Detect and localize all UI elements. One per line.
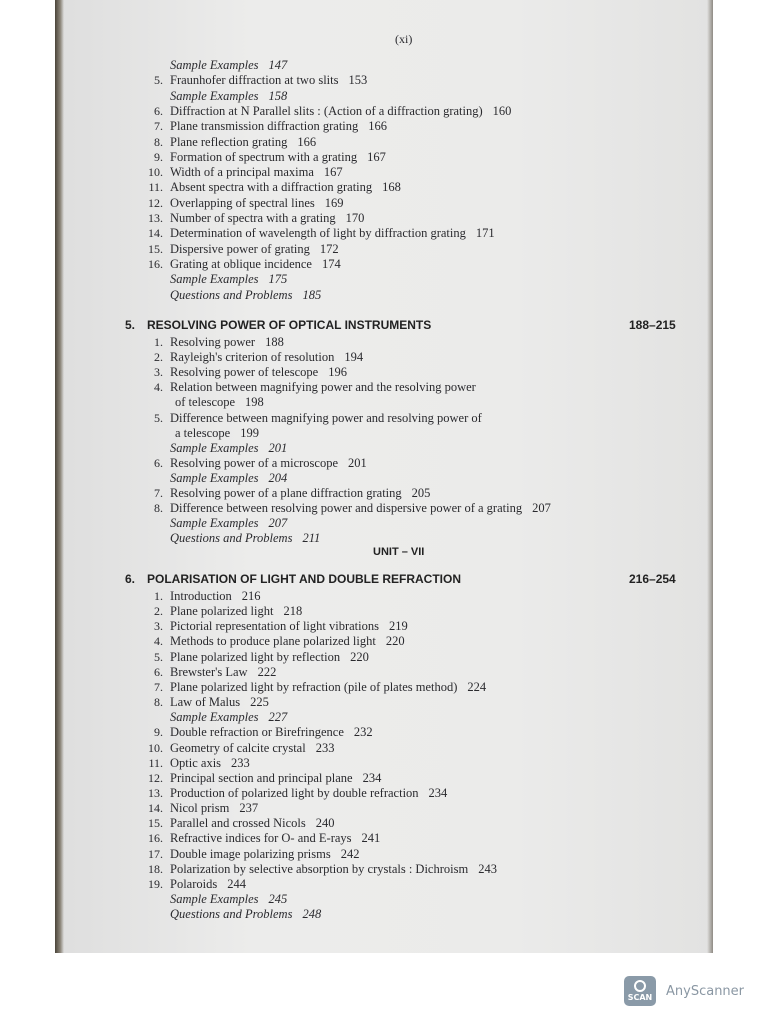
toc-entry (170, 501, 551, 516)
entry-number: 5. (154, 649, 163, 664)
entry-number: 10. (148, 740, 163, 755)
entry-title: Fraunhofer diffraction at two slits (170, 73, 339, 88)
entry-page: 205 (411, 486, 431, 500)
entry-number: 3. (154, 365, 163, 380)
entry-title: Questions and Problems (170, 907, 293, 922)
entry-number: 14. (148, 226, 163, 241)
entry-page: 167 (323, 165, 343, 180)
chapter-number: 5. (125, 318, 136, 332)
entry-title: Plane polarized light by reflection (170, 649, 341, 664)
entry-page: 243 (478, 861, 497, 876)
entry-page: 216 (241, 589, 261, 603)
entry-number: 12. (148, 195, 163, 210)
entry-page: 218 (283, 604, 303, 619)
toc-entry (170, 756, 250, 771)
entry-title: Dispersive power of grating (170, 241, 310, 256)
entry-title: Plane reflection grating (170, 134, 288, 149)
chapter-title: POLARISATION OF LIGHT AND DOUBLE REFRACTION (147, 572, 461, 586)
entry-title: Nicol prism (170, 801, 230, 816)
entry-title: Resolving power (170, 335, 256, 349)
entry-number: 3. (154, 619, 163, 634)
entry-page: 244 (227, 876, 246, 891)
toc-entry (170, 257, 341, 272)
entry-page: 172 (319, 241, 339, 256)
entry-title: Methods to produce plane polarized light (170, 634, 376, 649)
entry-page: 196 (328, 365, 347, 380)
entry-page: 211 (302, 531, 321, 546)
toc-entry (170, 180, 401, 195)
entry-title: Brewster's Law (170, 664, 248, 679)
entry-number: 1. (154, 589, 163, 603)
entry-number: 16. (148, 831, 163, 846)
entry-title: Sample Examples (170, 892, 259, 906)
entry-page: 242 (340, 846, 360, 861)
entry-title: Sample Examples (170, 470, 259, 485)
entry-title: Sample Examples (170, 88, 259, 103)
entry-title: Diffraction at N Parallel slits : (Action of a diffraction grating) (170, 103, 483, 118)
entry-title: Absent spectra with a diffraction grating (170, 180, 373, 195)
entry-title: Number of spectra with a grating (170, 211, 336, 225)
toc-entry (170, 211, 364, 226)
entry-page: 169 (324, 195, 344, 210)
entry-title: Double refraction or Birefringence (170, 725, 344, 740)
entry-page: 188 (265, 335, 284, 349)
toc-entry (170, 771, 381, 786)
entry-page: 171 (475, 226, 495, 241)
entry-page: 166 (368, 119, 388, 134)
entry-number: 13. (148, 211, 163, 225)
toc-entry (170, 619, 408, 634)
entry-number: 10. (148, 165, 163, 180)
toc-entry (170, 801, 258, 816)
entry-page: 237 (239, 801, 259, 816)
entry-page: 233 (315, 740, 335, 755)
entry-title: Plane polarized light (170, 604, 274, 619)
entry-page: 234 (362, 770, 382, 785)
entry-title: Law of Malus (170, 695, 241, 710)
entry-page: 201 (348, 455, 367, 470)
anyscanner-watermark (624, 976, 744, 1006)
entry-page: 245 (268, 892, 288, 906)
toc-entry (170, 680, 486, 695)
toc-entry (170, 104, 511, 119)
entry-page: 207 (532, 501, 551, 516)
entry-number: 9. (154, 725, 163, 740)
toc-entry (170, 350, 363, 365)
toc-entry (170, 650, 369, 665)
entry-number: 9. (154, 149, 163, 164)
entry-page: 147 (268, 58, 288, 72)
chapter-page-range: 216–254 (629, 572, 676, 586)
entry-title: Parallel and crossed Nicols (170, 816, 306, 831)
toc-entry (170, 119, 387, 134)
entry-number: 8. (154, 695, 163, 710)
entry-number: 15. (148, 816, 163, 831)
entry-title: Questions and Problems (170, 287, 293, 302)
toc-entry (170, 242, 339, 257)
entry-page: 170 (345, 211, 365, 225)
entry-title: Geometry of calcite crystal (170, 740, 306, 755)
entry-page: 220 (350, 649, 369, 664)
toc-entry (170, 604, 302, 619)
entry-title: of telescope (175, 395, 236, 410)
toc-section-ref (170, 710, 287, 725)
toc-entry (170, 165, 343, 180)
toc-entry (170, 380, 476, 395)
entry-page: 220 (385, 634, 405, 649)
entry-page: 199 (240, 425, 259, 440)
toc-entry (170, 877, 246, 892)
scanned-page (55, 0, 713, 953)
entry-title: Difference between magnifying power and resolving power of (170, 410, 482, 425)
entry-page: 168 (382, 180, 401, 195)
entry-title: Sample Examples (170, 272, 259, 287)
toc-entry (170, 847, 359, 862)
toc-entry (170, 786, 447, 801)
entry-page: 222 (257, 664, 277, 679)
entry-page: 194 (344, 350, 364, 365)
entry-number: 17. (148, 846, 163, 861)
entry-page: 153 (348, 73, 368, 88)
entry-number: 5. (154, 73, 163, 88)
entry-number: 15. (148, 241, 163, 256)
scanner-icon-label: SCAN (627, 993, 653, 1002)
entry-title: Polaroids (170, 876, 218, 891)
entry-title: Resolving power of a microscope (170, 455, 339, 470)
entry-title: a telescope (175, 425, 231, 440)
toc-section-ref (170, 892, 287, 907)
toc-entry (170, 589, 261, 604)
entry-number: 6. (154, 103, 163, 118)
entry-page: 198 (245, 395, 264, 410)
entry-title: Width of a principal maxima (170, 165, 314, 180)
entry-page: 232 (353, 725, 373, 740)
entry-number: 2. (154, 604, 163, 619)
toc-section-ref (170, 471, 287, 486)
entry-number: 7. (154, 679, 163, 694)
entry-title: Resolving power of telescope (170, 365, 319, 380)
toc-entry (170, 411, 482, 426)
entry-page: 248 (302, 907, 322, 922)
entry-title: Production of polarized light by double refraction (170, 785, 419, 800)
entry-title: Introduction (170, 589, 232, 603)
entry-page: 241 (361, 831, 381, 846)
entry-number: 11. (148, 180, 163, 195)
entry-title: Refractive indices for O- and E-rays (170, 831, 352, 846)
toc-entry (170, 365, 347, 380)
page-number: (xi) (395, 32, 413, 46)
toc-entry (170, 831, 380, 846)
entry-page: 234 (428, 785, 448, 800)
entry-page: 204 (268, 470, 288, 485)
entry-page: 224 (467, 679, 487, 694)
entry-page: 219 (388, 619, 408, 634)
chapter-title: RESOLVING POWER OF OPTICAL INSTRUMENTS (147, 318, 432, 332)
toc-entry (170, 741, 334, 756)
entry-page: 185 (302, 287, 322, 302)
entry-title: Sample Examples (170, 710, 259, 725)
toc-entry (170, 665, 276, 680)
toc-section-ref (170, 531, 320, 546)
entry-page: 175 (268, 272, 288, 287)
entry-number: 14. (148, 801, 163, 816)
chapter-page-range: 188–215 (629, 318, 676, 332)
entry-title: Polarization by selective absorption by crystals : Dichroism (170, 861, 469, 876)
entry-number: 11. (148, 755, 163, 770)
entry-title: Sample Examples (170, 58, 259, 72)
entry-page: 233 (231, 755, 250, 770)
entry-page: 166 (297, 134, 317, 149)
entry-title: Sample Examples (170, 516, 259, 531)
entry-title: Plane transmission diffraction grating (170, 119, 359, 134)
entry-number: 1. (154, 335, 163, 349)
entry-number: 19. (148, 876, 163, 891)
entry-page: 227 (268, 710, 288, 725)
entry-number: 6. (154, 664, 163, 679)
entry-title: Difference between resolving power and dispersive power of a grating (170, 501, 523, 516)
entry-title: Resolving power of a plane diffraction grating (170, 486, 402, 500)
entry-page: 240 (315, 816, 335, 831)
entry-title: Determination of wavelength of light by diffraction grating (170, 226, 466, 241)
toc-entry (175, 395, 264, 410)
toc-section-ref (170, 441, 287, 456)
chapter-number: 6. (125, 572, 136, 586)
scanner-icon (624, 976, 656, 1006)
entry-number: 5. (154, 410, 163, 425)
entry-page: 201 (268, 440, 288, 455)
entry-title: Grating at oblique incidence (170, 256, 312, 271)
toc-entry (170, 150, 386, 165)
entry-number: 6. (154, 455, 163, 470)
entry-page: 158 (268, 88, 288, 103)
toc-entry (170, 816, 334, 831)
entry-title: Principal section and principal plane (170, 770, 353, 785)
entry-title: Plane polarized light by refraction (pile of plates method) (170, 679, 458, 694)
toc-entry (170, 135, 316, 150)
toc-section-ref (170, 516, 287, 531)
entry-title: Overlapping of spectral lines (170, 195, 315, 210)
toc-section-ref (170, 58, 287, 73)
toc-section-ref (170, 272, 287, 287)
watermark-text: AnyScanner (666, 983, 745, 999)
entry-title: Pictorial representation of light vibrations (170, 619, 379, 634)
entry-page: 207 (268, 516, 288, 531)
toc-entry (170, 486, 430, 501)
toc-entry (170, 335, 284, 350)
entry-page: 225 (250, 695, 269, 710)
entry-number: 4. (154, 380, 163, 395)
entry-number: 13. (148, 785, 163, 800)
entry-number: 7. (154, 486, 163, 500)
entry-number: 8. (154, 134, 163, 149)
entry-title: Formation of spectrum with a grating (170, 149, 358, 164)
toc-entry (170, 196, 344, 211)
entry-title: Sample Examples (170, 440, 259, 455)
entry-number: 4. (154, 634, 163, 649)
entry-page: 167 (367, 149, 386, 164)
entry-title: Relation between magnifying power and the resolving power (170, 380, 476, 395)
entry-number: 16. (148, 256, 163, 271)
toc-section-ref (170, 89, 287, 104)
toc-entry (170, 725, 373, 740)
toc-entry (170, 226, 495, 241)
entry-page: 174 (321, 256, 341, 271)
entry-number: 18. (148, 861, 163, 876)
entry-title: Rayleigh's criterion of resolution (170, 350, 335, 365)
entry-number: 2. (154, 350, 163, 365)
toc-entry (175, 426, 259, 441)
entry-number: 7. (154, 119, 163, 134)
entry-number: 8. (154, 501, 163, 516)
entry-number: 12. (148, 770, 163, 785)
toc-entry (170, 695, 269, 710)
toc-entry (170, 73, 367, 88)
toc-section-ref (170, 288, 321, 303)
toc-entry (170, 634, 405, 649)
entry-title: Double image polarizing prisms (170, 846, 331, 861)
toc-section-ref (170, 907, 321, 922)
toc-entry (170, 862, 497, 877)
unit-heading: UNIT – VII (373, 546, 425, 558)
entry-title: Questions and Problems (170, 531, 293, 546)
toc-entry (170, 456, 367, 471)
entry-title: Optic axis (170, 755, 222, 770)
entry-page: 160 (492, 103, 512, 118)
